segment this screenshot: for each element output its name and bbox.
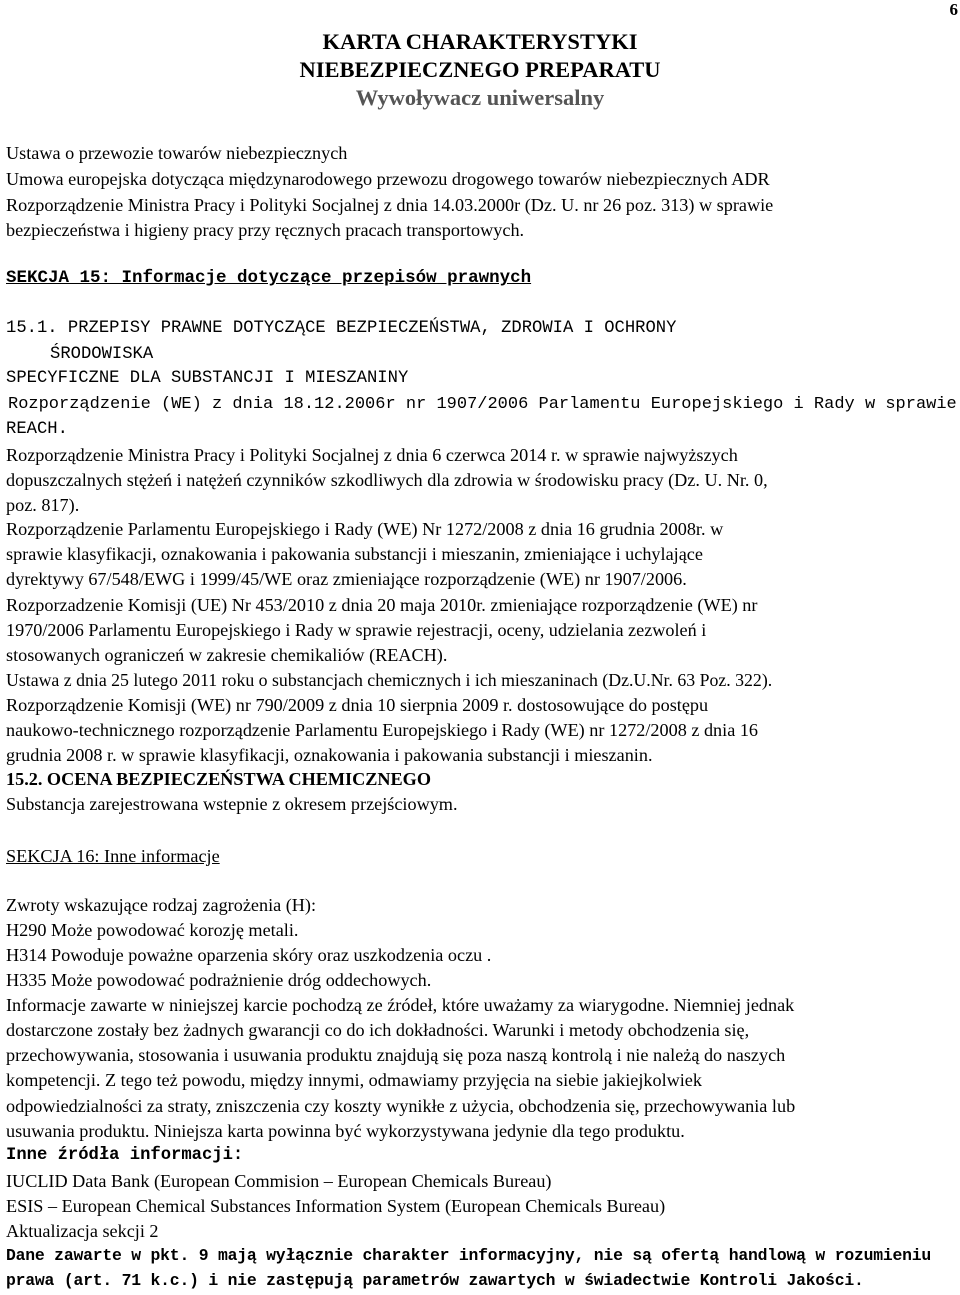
subsection-15-1-heading-cont: ŚRODOWISKA [50, 345, 154, 364]
disclaimer-line: Informacje zawarte w niniejszej karcie pochodzą ze źródeł, które uważamy za wiarygodne. Niemniej jednak [6, 995, 795, 1015]
regulation-line: naukowo-technicznego rozporządzenie Parlamentu Europejskiego i Rady (WE) nr 1272/2008 z dnia 16 [6, 720, 759, 740]
regulation-line: Ustawa z dnia 25 lutego 2011 roku o substancjach chemicznych i ich mieszaninach (Dz.U.Nr. 63 Poz. 322). [6, 670, 773, 690]
regulation-line: Rozporządzenie Ministra Pracy i Polityki Socjalnej z dnia 6 czerwca 2014 r. w sprawie najwyższych [6, 445, 738, 465]
hazard-phrase: H314 Powoduje poważne oparzenia skóry oraz uszkodzenia oczu . [6, 945, 492, 965]
product-name: Wywoływacz uniwersalny [355, 85, 605, 110]
subsection-15-2-text: Substancja zarejestrowana wstepnie z okresem przejściowym. [6, 794, 458, 814]
regulation-line: Rozporzadzenie Komisji (UE) Nr 453/2010 z dnia 20 maja 2010r. zmieniające rozporządzenie (WE) nr [6, 595, 758, 615]
document-title-line-1: KARTA CHARAKTERYSTYKI [322, 29, 638, 54]
regulation-line: dopuszczalnych stężeń i natężeń czynników szkodliwych dla zdrowia w środowisku pracy (Dz. U. Nr. 0, [6, 470, 768, 490]
subsection-15-1-subheading: SPECYFICZNE DLA SUBSTANCJI I MIESZANINY [6, 369, 409, 388]
regulation-line: grudnia 2008 r. w sprawie klasyfikacji, oznakowania i pakowania substancji i mieszanin. [6, 745, 653, 765]
sources-heading: Inne źródła informacji: [6, 1146, 244, 1165]
disclaimer-line: usuwania produktu. Niniejsza karta powinna być wykorzystywana jedynie dla tego produktu. [6, 1121, 685, 1141]
hazard-phrase: H335 Może powodować podrażnienie dróg oddechowych. [6, 970, 432, 990]
regulation-line: Rozporządzenie Parlamentu Europejskiego i Rady (WE) Nr 1272/2008 z dnia 16 grudnia 2008r. w [6, 519, 724, 539]
page-number: 6 [949, 0, 958, 19]
intro-line: bezpieczeństwa i higieny pracy przy ręcznych pracach transportowych. [6, 220, 525, 240]
subsection-15-1-heading: 15.1. PRZEPISY PRAWNE DOTYCZĄCE BEZPIECZEŃSTWA, ZDROWIA I OCHRONY [6, 319, 677, 338]
hazard-phrase: H290 Może powodować korozję metali. [6, 920, 299, 940]
final-notice-line: prawa (art. 71 k.c.) i nie zastępują parametrów zawartych w świadectwie Kontroli Jakości. [6, 1271, 864, 1290]
final-notice-line: Dane zawarte w pkt. 9 mają wyłącznie charakter informacyjny, nie są ofertą handlową w rozumieniu [6, 1246, 932, 1265]
update-note: Aktualizacja sekcji 2 [6, 1221, 159, 1241]
regulation-line: sprawie klasyfikacji, oznakowania i pakowania substancji i mieszanin, zmieniające i uchylające [6, 544, 703, 564]
disclaimer-line: przechowywania, stosowania i usuwania produktu znajdują się poza naszą kontrolą i nie należą do naszych [6, 1045, 786, 1065]
intro-line: Rozporządzenie Ministra Pracy i Polityki Socjalnej z dnia 14.03.2000r (Dz. U. nr 26 poz. 313) w sprawie [6, 195, 774, 215]
section-15-heading: SEKCJA 15: Informacje dotyczące przepisów prawnych [6, 268, 532, 288]
intro-line: Ustawa o przewozie towarów niebezpiecznych [6, 143, 348, 163]
intro-line: Umowa europejska dotycząca międzynarodowego przewozu drogowego towarów niebezpiecznych ADR [6, 169, 770, 189]
regulation-line: 1970/2006 Parlamentu Europejskiego i Rady w sprawie rejestracji, oceny, udzielania zezwoleń i [6, 620, 707, 640]
reach-regulation-line: Rozporządzenie (WE) z dnia 18.12.2006r nr 1907/2006 Parlamentu Europejskiego i Rady w sprawie [8, 395, 957, 414]
regulation-line: poz. 817). [6, 495, 80, 515]
disclaimer-line: dostarczone zostały bez żadnych gwarancji co do ich dokładności. Warunki i metody obchodzenia się, [6, 1020, 750, 1040]
source-item: ESIS – European Chemical Substances Information System (European Chemicals Bureau) [6, 1196, 666, 1216]
regulation-line: Rozporządzenie Komisji (WE) nr 790/2009 z dnia 10 sierpnia 2009 r. dostosowujące do postępu [6, 695, 709, 715]
reach-regulation-line: REACH. [6, 420, 68, 439]
subsection-15-2-heading: 15.2. OCENA BEZPIECZEŃSTWA CHEMICZNEGO [6, 769, 431, 789]
source-item: IUCLID Data Bank (European Commision – European Chemicals Bureau) [6, 1171, 552, 1191]
document-title-line-2: NIEBEZPIECZNEGO PREPARATU [299, 57, 661, 82]
regulation-line: stosowanych ograniczeń w zakresie chemikaliów (REACH). [6, 645, 448, 665]
disclaimer-line: kompetencji. Z tego też powodu, między innymi, odmawiamy przyjęcia na siebie jakiejkolwiek [6, 1070, 702, 1090]
disclaimer-line: odpowiedzialności za straty, zniszczenia czy koszty wynikłe z użycia, obchodzenia się, przechowywania lub [6, 1096, 796, 1116]
section-16-heading: SEKCJA 16: Inne informacje [6, 846, 220, 866]
hazard-phrases-intro: Zwroty wskazujące rodzaj zagrożenia (H): [6, 895, 317, 915]
regulation-line: dyrektywy 67/548/EWG i 1999/45/WE oraz zmieniające rozporządzenie (WE) nr 1907/2006. [6, 569, 687, 589]
